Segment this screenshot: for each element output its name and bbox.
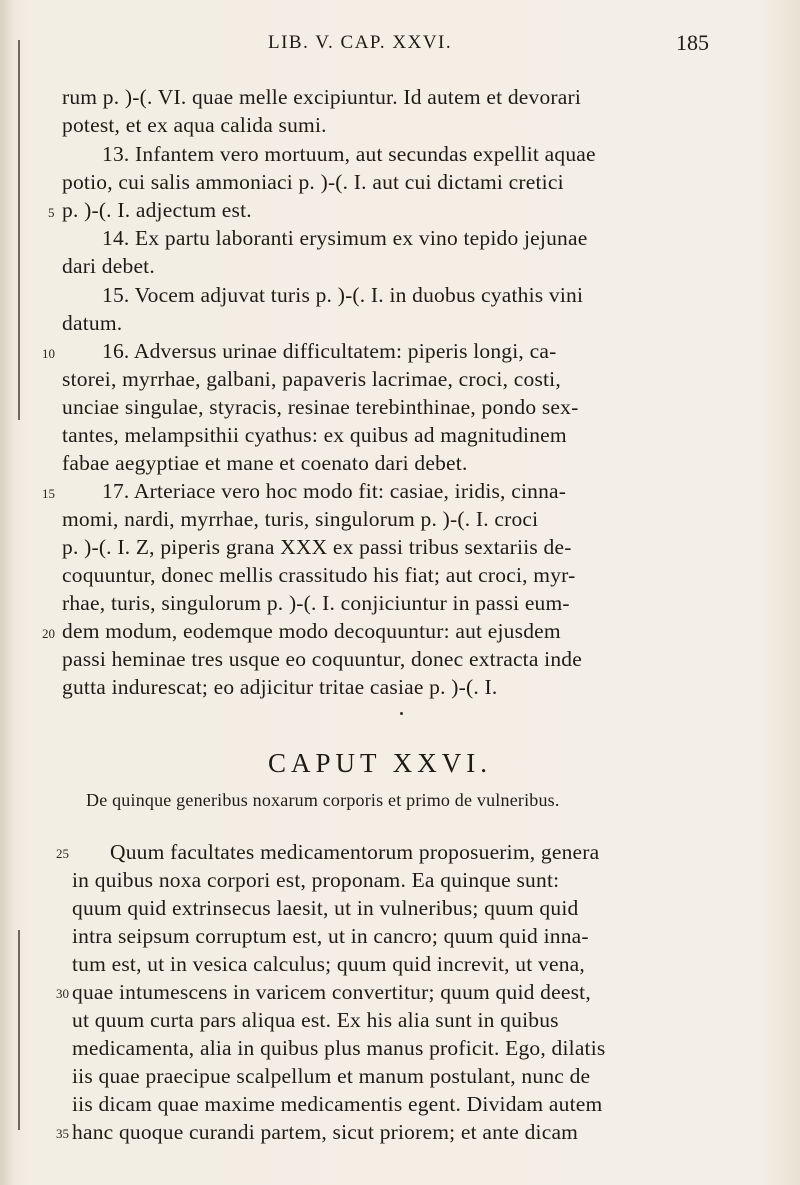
text-line: unciae singulae, styracis, resinae terebinthinae, pondo sex-	[62, 395, 579, 419]
text-line: p. )-(. I. Z, piperis grana XXX ex passi tribus sextariis de-	[62, 535, 572, 559]
text-line: potest, et ex aqua calida sumi.	[62, 113, 327, 137]
chapter-subtitle: De quinque generibus noxarum corporis et primo de vulneribus.	[86, 790, 560, 810]
chapter-title: CAPUT XXVI.	[268, 748, 493, 778]
chapter-dot	[400, 712, 403, 715]
line-number: 25	[56, 846, 69, 861]
text-line: 17. Arteriace vero hoc modo fit: casiae, iridis, cinna-	[102, 479, 567, 503]
running-title: LIB. V. CAP. XXVI.	[268, 32, 453, 53]
text-line: momi, nardi, myrrhae, turis, singulorum p. )-(. I. croci	[62, 507, 539, 531]
text-line: potio, cui salis ammoniaci p. )-(. I. aut cui dictami cretici	[62, 170, 564, 194]
running-head	[0, 32, 800, 60]
text-line: datum.	[62, 311, 123, 335]
text-line: intra seipsum corruptum est, ut in cancro; quum quid inna-	[72, 924, 589, 948]
text-line: fabae aegyptiae et mane et coenato dari debet.	[62, 451, 468, 475]
text-line: tum est, ut in vesica calculus; quum quid increvit, ut vena,	[72, 952, 585, 976]
text-line: passi heminae tres usque eo coquuntur, donec extracta inde	[62, 647, 582, 671]
line-number: 5	[48, 205, 55, 220]
text-line: tantes, melampsithii cyathus: ex quibus ad magnitudinem	[62, 423, 567, 447]
line-number: 35	[56, 1126, 69, 1141]
text-line: rhae, turis, singulorum p. )-(. I. conjiciuntur in passi eum-	[62, 591, 570, 615]
text-line: in quibus noxa corpori est, proponam. Ea quinque sunt:	[72, 868, 560, 892]
text-line: quum quid extrinsecus laesit, ut in vulneribus; quum quid	[72, 896, 579, 920]
text-line: iis dicam quae maxime medicamentis egent. Dividam autem	[72, 1092, 603, 1116]
text-line: rum p. )-(. VI. quae melle excipiuntur. Id autem et devorari	[62, 85, 582, 109]
margin-rule	[18, 930, 20, 1130]
text-line: p. )-(. I. adjectum est.	[62, 198, 252, 222]
text-line: ut quum curta pars aliqua est. Ex his alia sunt in quibus	[72, 1008, 559, 1032]
page-gutter-shadow	[0, 0, 14, 1185]
line-number: 30	[56, 986, 69, 1001]
text-line: 13. Infantem vero mortuum, aut secundas expellit aquae	[102, 142, 596, 166]
text-line: gutta indurescat; eo adjicitur tritae casiae p. )-(. I.	[62, 675, 498, 699]
text-line: dari debet.	[62, 254, 155, 278]
text-line: quae intumescens in varicem convertitur; quum quid deest,	[72, 980, 591, 1004]
page-number: 185	[676, 30, 709, 55]
text-line: iis quae praecipue scalpellum et manum postulant, nunc de	[72, 1064, 591, 1088]
text-line: dem modum, eodemque modo decoquuntur: aut ejusdem	[62, 619, 561, 643]
text-line: 16. Adversus urinae difficultatem: piperis longi, ca-	[102, 339, 557, 363]
text-line: storei, myrrhae, galbani, papaveris lacrimae, croci, costi,	[62, 367, 561, 391]
text-line: Quum facultates medicamentorum proposuerim, genera	[110, 840, 600, 864]
margin-rule	[18, 40, 20, 420]
text-line: coquuntur, donec mellis crassitudo his fiat; aut croci, myr-	[62, 563, 576, 587]
line-number: 20	[42, 626, 55, 641]
text-line: medicamenta, alia in quibus plus manus proficit. Ego, dilatis	[72, 1036, 606, 1060]
text-line: 14. Ex partu laboranti erysimum ex vino tepido jejunae	[102, 226, 588, 250]
line-number: 15	[42, 486, 55, 501]
text-line: hanc quoque curandi partem, sicut priorem; et ante dicam	[72, 1120, 579, 1144]
text-line: 15. Vocem adjuvat turis p. )-(. I. in duobus cyathis vini	[102, 283, 584, 307]
line-number: 10	[42, 346, 55, 361]
